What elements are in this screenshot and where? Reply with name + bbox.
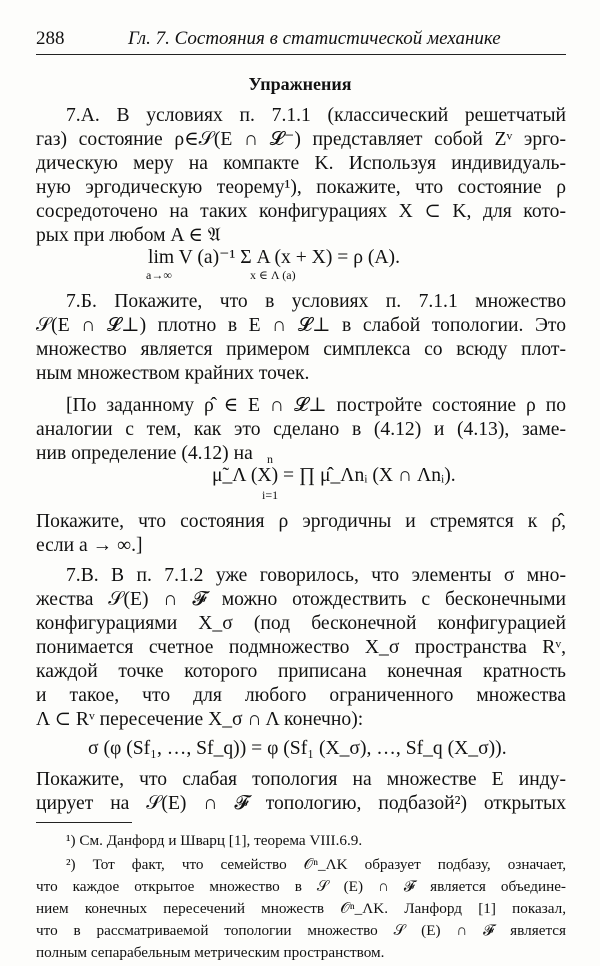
text-line: жества 𝒮(E) ∩ 𝓕 можно отождествить с бесконечными (36, 589, 566, 610)
text-line: Покажите, что слабая топология на множестве E инду- (36, 769, 566, 790)
running-title: Гл. 7. Состояния в статистической механике (128, 28, 501, 49)
footnote-2-line: что каждое открытое множество в 𝒮 (E) ∩ 𝓕 является объедине- (36, 878, 566, 895)
text-line: 7.B. В п. 7.1.2 уже говорилось, что элементы σ мно- (66, 565, 566, 586)
section-title: Упражнения (248, 74, 352, 94)
formula-product-bottom: i=1 (262, 488, 279, 502)
text-line: ным множеством крайних точек. (36, 363, 310, 384)
text-line: аналогии с тем, как это сделано в (4.12) и (4.13), заме- (36, 419, 566, 440)
formula-sum-subscript: x ∈ Λ (a) (250, 268, 296, 282)
text-line: если a → ∞.] (36, 535, 143, 556)
text-line: и такое, что для любого ограниченного множества (36, 685, 566, 706)
footnote-2-line: что в рассматриваемой топологии множество 𝒮 (E) ∩ 𝓕 является (36, 922, 566, 939)
text-line: понимается счетное подмножество X_σ пространства Rᵛ, (36, 637, 566, 658)
text-line: множество является примером симплекса со всюду плот- (36, 339, 566, 360)
formula-product: μ̃_Λ (X) = ∏ μ̂_Λnᵢ (X ∩ Λnᵢ). (212, 465, 456, 486)
formula-limit-subscript: a→∞ (146, 268, 172, 282)
text-line: 𝒮(E ∩ 𝓛⊥) плотно в E ∩ 𝓛⊥ в слабой топологии. Это (36, 315, 566, 336)
text-line: каждой точке которого приписана конечная кратность (36, 661, 566, 682)
text-line: рых при любом A ∈ 𝔄 (36, 225, 221, 246)
text-line: Покажите, что состояния ρ эргодичны и стремятся к ρ̂, (36, 511, 566, 532)
text-line: ную эргодическую теорему¹), покажите, что состояние ρ (36, 177, 566, 198)
text-line: сосредоточено на таких конфигурациях X ⊂ K, для кото- (36, 201, 566, 222)
text-line: 7.A. В условиях п. 7.1.1 (классический решетчатый (66, 105, 566, 126)
formula-sigma-phi: σ (φ (Sf₁, …, Sf_q)) = φ (Sf₁ (X_σ), …, Sf_q (X_σ)). (88, 738, 507, 759)
footnote-2-line: ²) Тот факт, что семейство 𝒪ⁿ_ΛK образует подбазу, означает, (66, 856, 566, 873)
text-line: Λ ⊂ Rᵛ пересечение X_σ ∩ Λ конечно): (36, 709, 364, 730)
header-rule (36, 54, 566, 55)
text-line: 7.Б. Покажите, что в условиях п. 7.1.1 множество (66, 291, 566, 312)
text-line: конфигурациями X_σ (под бесконечной конфигурацией (36, 613, 566, 634)
footnote-1: ¹) См. Данфорд и Шварц [1], теорема VIII.6.9. (66, 832, 363, 849)
footnote-2-line: полным сепарабельным метрическим пространством. (36, 944, 385, 961)
text-line: газ) состояние ρ∈𝒮(E ∩ 𝓛⁻) представляет собой Zᵛ эрго- (36, 129, 566, 150)
text-line: дическую меру на компакте K. Используя индивидуаль- (36, 153, 566, 174)
text-line: нив определение (4.12) на (36, 443, 253, 464)
footnote-2-line: нием конечных пересечений множеств 𝒪ⁿ_ΛK. Ланфорд [1] показал, (36, 900, 566, 917)
text-line: [По заданному ρ̂ ∈ E ∩ 𝓛⊥ постройте состояние ρ по (66, 395, 566, 416)
text-line: цирует на 𝒮(E) ∩ 𝓕 топологию, подбазой²) открытых (36, 793, 566, 814)
footnote-rule (36, 822, 132, 823)
formula-product-top: n (267, 452, 273, 466)
formula-limit-sum: lim V (a)⁻¹ Σ A (x + X) = ρ (A). (148, 247, 400, 268)
page-number: 288 (36, 28, 65, 49)
